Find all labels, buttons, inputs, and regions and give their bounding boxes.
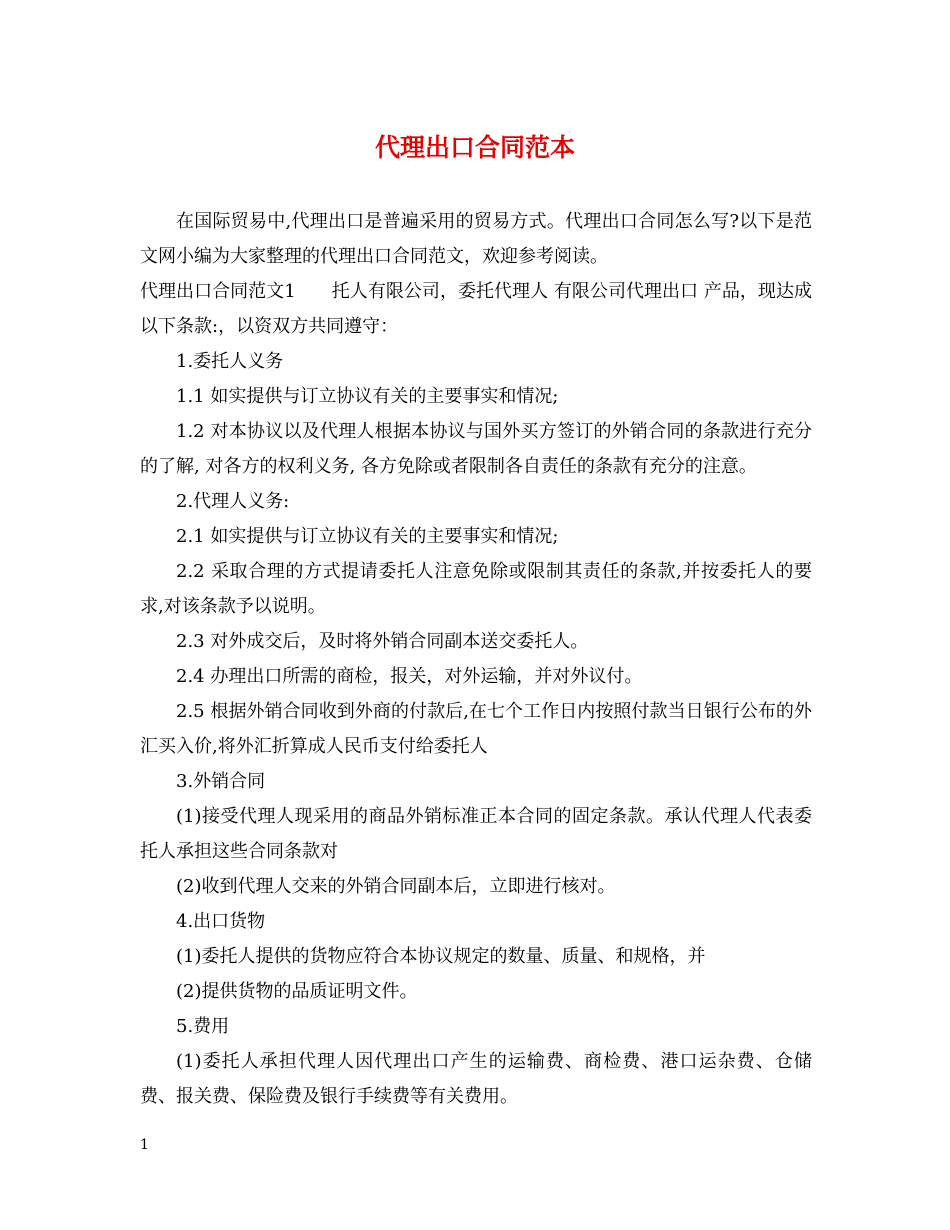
clause-paragraph: (1)委托人承担代理人因代理出口产生的运输费、商检费、港口运杂费、仓储费、报关费、保险费及银行手续费等有关费用。 (140, 1051, 812, 1107)
clause-paragraph: 1.2 对本协议以及代理人根据本协议与国外买方签订的外销合同的条款进行充分的了解, 对各方的权利义务, 各方免除或者限制各自责任的条款有充分的注意。 (140, 421, 812, 477)
section-heading: 2.代理人义务: (176, 491, 290, 512)
clause-paragraph: 2.5 根据外销合同收到外商的付款后,在七个工作日内按照付款当日银行公布的外汇买入价,将外汇折算成人民币支付给委托人 (140, 701, 812, 757)
section-heading: 4.出口货物 (176, 911, 266, 932)
clause-paragraph: 2.2 采取合理的方式提请委托人注意免除或限制其责任的条款,并按委托人的要求,对该条款予以说明。 (140, 561, 812, 617)
section-heading: 5.费用 (176, 1016, 230, 1037)
sample-heading-paragraph: 代理出口合同范文1 托人有限公司，委托代理人 有限公司代理出口 产品，现达成以下条款:，以资双方共同遵守： (140, 281, 812, 337)
section-heading: 1.委托人义务 (176, 351, 284, 372)
clause-paragraph: 2.1 如实提供与订立协议有关的主要事实和情况; (176, 526, 559, 547)
document-body (140, 204, 812, 1114)
page-number: 1 (140, 1137, 149, 1153)
clause-paragraph: 2.4 办理出口所需的商检，报关，对外运输，并对外议付。 (176, 666, 643, 687)
document-title: 代理出口合同范本 (374, 133, 575, 162)
clause-paragraph: 2.3 对外成交后，及时将外销合同副本送交委托人。 (176, 631, 589, 652)
clause-paragraph: 1.1 如实提供与订立协议有关的主要事实和情况; (176, 386, 559, 407)
section-heading: 3.外销合同 (176, 771, 266, 792)
clause-paragraph: (1)接受代理人现采用的商品外销标准正本合同的固定条款。承认代理人代表委托人承担这些合同条款对 (140, 806, 812, 862)
clause-paragraph: (1)委托人提供的货物应符合本协议规定的数量、质量、和规格，并 (176, 946, 706, 967)
clause-paragraph: (2)收到代理人交来的外销合同副本后，立即进行核对。 (176, 876, 616, 897)
intro-paragraph: 在国际贸易中,代理出口是普遍采用的贸易方式。代理出口合同怎么写?以下是范文网小编为大家整理的代理出口合同范文，欢迎参考阅读。 (140, 211, 812, 267)
clause-paragraph: (2)提供货物的品质证明文件。 (176, 981, 418, 1002)
